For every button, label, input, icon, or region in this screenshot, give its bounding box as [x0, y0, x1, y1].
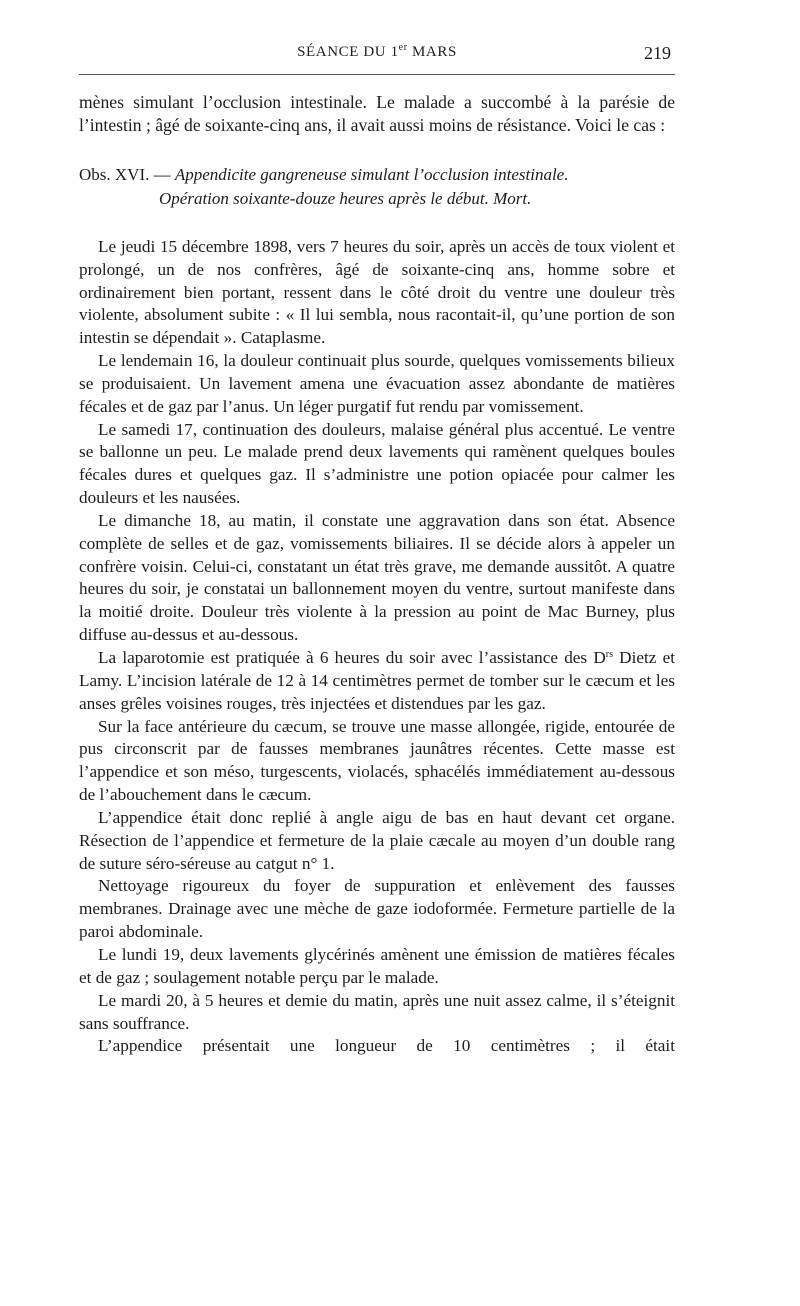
- title-superscript: rs: [605, 649, 613, 660]
- case-paragraph: Le jeudi 15 décembre 1898, vers 7 heures du soir, après un accès de toux violent et prolongé, un de nos confrères, âgé de soixante-cinq ans, homme sobre et ordinairement bien portant, ressent dans le côté droit du ventre une douleur très violente, absolument subite : « Il lui sembla, nous racontait-il, qu’une portion de son intestin se dépendait ». Cataplasme.: [79, 236, 675, 348]
- intro-paragraph: mènes simulant l’occlusion intestinale. Le malade a succombé à la parésie de l’intestin ; âgé de soixante-cinq ans, il avait aussi moins de résistance. Voici le cas :: [79, 92, 675, 136]
- observation-subtitle: Opération soixante-douze heures après le début. Mort.: [159, 188, 532, 208]
- observation-heading: [79, 163, 675, 209]
- running-title-superscript: er: [398, 42, 408, 53]
- observation-heading-line: [79, 163, 675, 186]
- body-text: [79, 91, 675, 1058]
- running-header: [79, 40, 675, 75]
- observation-label: Obs. XVI. —: [79, 165, 171, 185]
- case-paragraph-text: Dietz et Lamy. L’incision latérale de 12 à 14 centimètres permet de tomber sur le cæcum et les anses grêles voisines rouges, très injectées et distendues par les gaz.: [79, 648, 675, 713]
- case-paragraph: Le lundi 19, deux lavements glycérinés amènent une émission de matières fécales et de gaz ; soulagement notable perçu par le malade.: [79, 944, 675, 987]
- running-title-text: SÉANCE DU 1: [297, 44, 399, 60]
- case-paragraph: L’appendice présentait une longueur de 10 centimètres ; il était: [98, 1036, 675, 1056]
- case-paragraph: Le samedi 17, continuation des douleurs, malaise général plus accentué. Le ventre se ballonne un peu. Le malade prend deux lavements qui ramènent quelques boules fécales dures et quelques gaz. Il s’administre une potion opiacée pour calmer les douleurs et les nausées.: [79, 419, 675, 508]
- case-paragraph: Sur la face antérieure du cæcum, se trouve une masse allongée, rigide, entourée de pus circonscrit par de fausses membranes jaunâtres récentes. Cette masse est l’appendice et son méso, turgescents, violacés, sphacélés immédiatement au-dessous de l’abouchement dans le cæcum.: [79, 716, 675, 805]
- case-paragraph: [79, 647, 675, 716]
- running-title-month: MARS: [407, 44, 457, 60]
- document-page: [79, 40, 675, 1058]
- running-title: [79, 44, 675, 61]
- case-body: [79, 236, 675, 1058]
- case-paragraph: Le lendemain 16, la douleur continuait plus sourde, quelques vomissements bilieux se produisaient. Un lavement amena une évacuation assez abondante de matières fécales et de gaz par l’anus. Un léger purgatif fut rendu par vomissement.: [79, 351, 675, 416]
- case-paragraph: L’appendice était donc replié à angle aigu de bas en haut devant cet organe. Résection de l’appendice et fermeture de la plaie cæcale au moyen d’un double rang de suture séro-séreuse au catgut n° 1.: [79, 807, 675, 873]
- observation-title: Appendicite gangreneuse simulant l’occlusion intestinale.: [174, 165, 569, 185]
- case-paragraph: Le dimanche 18, au matin, il constate une aggravation dans son état. Absence complète de selles et de gaz, vomissements biliaires. Il se décide alors à appeler un confrère voisin. Celui-ci, constatant un état très grave, me demande aussitôt. A quatre heures du soir, je constatai un ballonnement moyen du ventre, surtout manifeste dans la moitié droite. Douleur très violente à la pression au point de Mac Burney, plus diffuse au-dessus et au-dessous.: [79, 510, 675, 645]
- case-paragraph: Le mardi 20, à 5 heures et demie du matin, après une nuit assez calme, il s’éteignit sans souffrance.: [79, 990, 675, 1033]
- case-paragraph: Nettoyage rigoureux du foyer de suppuration et enlèvement des fausses membranes. Drainage avec une mèche de gaze iodoformée. Fermeture partielle de la paroi abdominale.: [79, 876, 675, 942]
- case-paragraph-text: La laparotomie est pratiquée à 6 heures du soir avec l’assistance des D: [98, 648, 606, 667]
- page-number: 219: [644, 43, 671, 63]
